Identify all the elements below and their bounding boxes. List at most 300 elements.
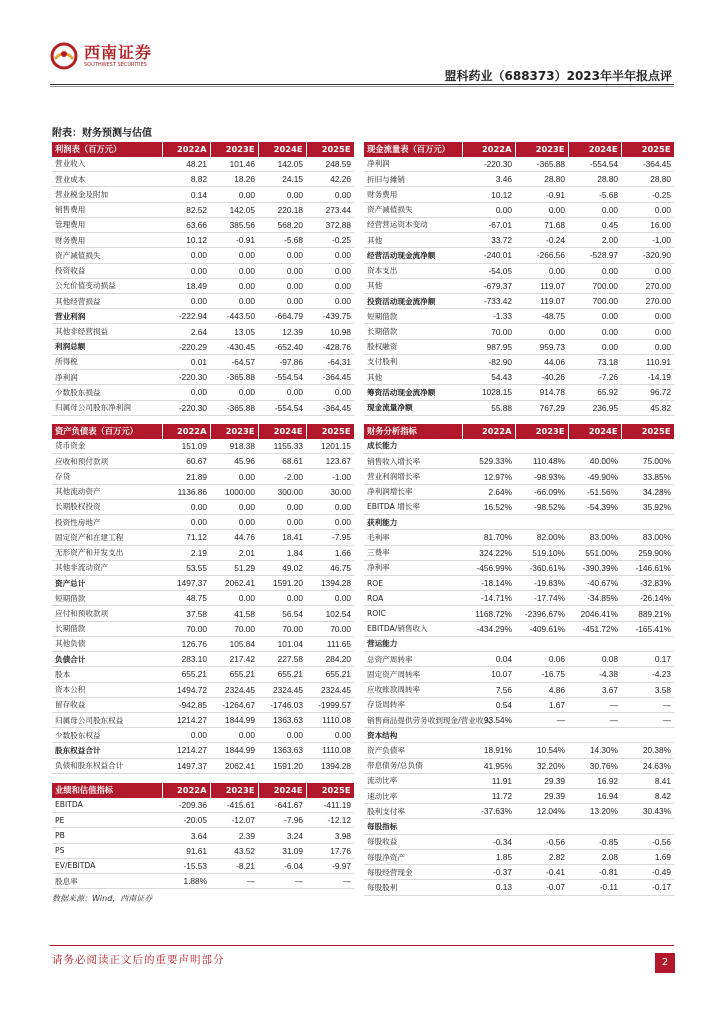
value-cell: 2.82	[515, 849, 568, 864]
table-header-row	[364, 424, 674, 439]
value-cell: 73.18	[568, 354, 621, 369]
table-row	[52, 515, 354, 530]
row-label: 销售商品提供劳务收到现金/营业收入	[364, 712, 462, 727]
value-cell: -365.88	[210, 370, 258, 385]
value-cell: 82.00%	[515, 530, 568, 545]
value-cell: 372.88	[306, 217, 354, 232]
data-source-note: 数据来源：Wind，西南证券	[52, 894, 153, 903]
value-cell: -0.91	[210, 233, 258, 248]
table-row	[52, 439, 354, 454]
row-label: 净利率	[364, 560, 462, 575]
table-row	[364, 484, 674, 499]
table-header-row	[52, 424, 354, 439]
value-cell	[462, 636, 515, 651]
table-row	[52, 248, 354, 263]
report-title: 盟科药业（688373）2023年半年报点评	[444, 69, 672, 83]
value-cell: -528.97	[568, 248, 621, 263]
row-label: 现金流量净额	[364, 400, 462, 415]
value-cell: -390.39%	[568, 560, 621, 575]
value-cell: 119.07	[515, 278, 568, 293]
table-row	[364, 819, 674, 834]
row-label: 资本结构	[364, 728, 462, 743]
value-cell: —	[568, 697, 621, 712]
value-cell: 519.10%	[515, 545, 568, 560]
row-label: 营业成本	[52, 172, 162, 187]
value-cell: -34.85%	[568, 591, 621, 606]
value-cell: -664.79	[258, 309, 306, 324]
value-cell	[462, 439, 515, 454]
year-header: 2024E	[258, 142, 306, 157]
value-cell: 16.52%	[462, 499, 515, 514]
table-row	[52, 591, 354, 606]
value-cell: 0.00	[258, 293, 306, 308]
table-row	[364, 324, 674, 339]
row-label: 财务费用	[52, 233, 162, 248]
table-row	[52, 652, 354, 667]
value-cell: 60.67	[162, 454, 210, 469]
table-row	[52, 400, 354, 415]
table-row	[364, 400, 674, 415]
value-cell: -6.04	[258, 858, 306, 873]
table-row	[364, 591, 674, 606]
value-cell: -12.12	[306, 813, 354, 828]
value-cell: 0.00	[210, 469, 258, 484]
page-number: 2	[655, 953, 675, 973]
value-cell: 10.07	[462, 667, 515, 682]
value-cell	[568, 515, 621, 530]
row-label: 毛利率	[364, 530, 462, 545]
value-cell	[515, 819, 568, 834]
value-cell: 8.41	[621, 773, 674, 788]
value-cell: -26.14%	[621, 591, 674, 606]
valuation-metrics-table	[52, 783, 355, 889]
value-cell: -554.54	[258, 370, 306, 385]
value-cell: 918.38	[210, 439, 258, 454]
value-cell: 284.20	[306, 652, 354, 667]
row-label: 销售收入增长率	[364, 454, 462, 469]
row-label: 归属母公司股东净利润	[52, 400, 162, 415]
value-cell: -0.25	[306, 233, 354, 248]
row-label: 股利支付率	[364, 804, 462, 819]
value-cell: 0.00	[568, 324, 621, 339]
year-header: 2025E	[306, 783, 354, 798]
value-cell: 0.00	[210, 385, 258, 400]
value-cell: -0.56	[621, 834, 674, 849]
table-row	[364, 606, 674, 621]
row-label: PB	[52, 828, 162, 843]
logo-chinese-name: 西南证券	[84, 42, 153, 62]
value-cell: -652.40	[258, 339, 306, 354]
row-label: 营业利润增长率	[364, 469, 462, 484]
value-cell: -1999.57	[306, 697, 354, 712]
value-cell: -733.42	[462, 293, 515, 308]
row-label: 资产总计	[52, 575, 162, 590]
value-cell: -82.90	[462, 354, 515, 369]
row-label: 管理费用	[52, 217, 162, 232]
row-label: 折旧与摊销	[364, 172, 462, 187]
value-cell: -364.45	[306, 370, 354, 385]
value-cell: 13.05	[210, 324, 258, 339]
value-cell: 1394.28	[306, 758, 354, 773]
row-label: 固定资产和在建工程	[52, 530, 162, 545]
table-title: 业绩和估值指标	[52, 783, 162, 798]
value-cell: 68.61	[258, 454, 306, 469]
value-cell: 1028.15	[462, 385, 515, 400]
value-cell: 2046.41%	[568, 606, 621, 621]
value-cell: 0.00	[306, 728, 354, 743]
row-label: 长期股权投资	[52, 499, 162, 514]
row-label: 投资收益	[52, 263, 162, 278]
value-cell: 142.05	[210, 202, 258, 217]
value-cell: 2.00	[568, 233, 621, 248]
value-cell: 0.00	[258, 499, 306, 514]
table-row	[364, 499, 674, 514]
row-label: 资产减值损失	[364, 202, 462, 217]
value-cell: 1363.63	[258, 743, 306, 758]
value-cell: 0.00	[306, 591, 354, 606]
value-cell	[462, 819, 515, 834]
value-cell: 217.42	[210, 652, 258, 667]
value-cell: 0.00	[515, 324, 568, 339]
value-cell: 385.56	[210, 217, 258, 232]
year-header: 2023E	[515, 424, 568, 439]
value-cell: 123.67	[306, 454, 354, 469]
value-cell: -554.54	[258, 400, 306, 415]
row-label: 三费率	[364, 545, 462, 560]
value-cell: 83.00%	[568, 530, 621, 545]
value-cell: 44.76	[210, 530, 258, 545]
value-cell: 0.00	[162, 515, 210, 530]
value-cell: -220.29	[162, 339, 210, 354]
table-row	[52, 454, 354, 469]
value-cell: -1.00	[621, 233, 674, 248]
value-cell: 13.20%	[568, 804, 621, 819]
value-cell: 0.13	[462, 880, 515, 895]
value-cell: 43.52	[210, 843, 258, 858]
income-statement-table	[52, 142, 355, 416]
value-cell: 0.00	[210, 728, 258, 743]
value-cell: 33.85%	[621, 469, 674, 484]
value-cell: 0.00	[162, 499, 210, 514]
value-cell: —	[621, 697, 674, 712]
value-cell: 2.19	[162, 545, 210, 560]
value-cell: 2.64	[162, 324, 210, 339]
value-cell: -4.38	[568, 667, 621, 682]
value-cell: -0.81	[568, 865, 621, 880]
table-row	[364, 293, 674, 308]
row-label: 经营营运资本变动	[364, 217, 462, 232]
value-cell: 24.15	[258, 172, 306, 187]
table-row	[364, 278, 674, 293]
table-row	[364, 530, 674, 545]
table-row	[364, 439, 674, 454]
value-cell: 0.14	[162, 187, 210, 202]
value-cell: 227.58	[258, 652, 306, 667]
value-cell: 21.89	[162, 469, 210, 484]
row-label: 股权融资	[364, 339, 462, 354]
table-row	[364, 233, 674, 248]
value-cell: 34.28%	[621, 484, 674, 499]
value-cell: -0.07	[515, 880, 568, 895]
value-cell: 568.20	[258, 217, 306, 232]
row-label: ROA	[364, 591, 462, 606]
value-cell: 1844.99	[210, 712, 258, 727]
value-cell	[462, 515, 515, 530]
value-cell	[462, 728, 515, 743]
value-cell: 259.90%	[621, 545, 674, 560]
company-logo	[50, 42, 152, 70]
row-label: 少数股东权益	[52, 728, 162, 743]
value-cell: 1497.37	[162, 575, 210, 590]
row-label: 长期借款	[52, 621, 162, 636]
value-cell: 142.05	[258, 157, 306, 172]
value-cell: 1394.28	[306, 575, 354, 590]
table-row	[364, 789, 674, 804]
table-row	[52, 187, 354, 202]
value-cell: -430.45	[210, 339, 258, 354]
table-row	[52, 354, 354, 369]
value-cell: -415.61	[210, 798, 258, 813]
value-cell: 1168.72%	[462, 606, 515, 621]
value-cell: 41.95%	[462, 758, 515, 773]
logo-english-name: SOUTHWEST SECURITIES	[84, 61, 147, 68]
row-label: PS	[52, 843, 162, 858]
table-row	[52, 697, 354, 712]
value-cell: 1214.27	[162, 712, 210, 727]
value-cell: 0.00	[210, 293, 258, 308]
section-title: 附表：财务预测与估值	[52, 128, 152, 139]
row-label: 筹资活动现金流净额	[364, 385, 462, 400]
table-row	[364, 248, 674, 263]
value-cell: 54.43	[462, 370, 515, 385]
value-cell: 18.91%	[462, 743, 515, 758]
value-cell	[568, 439, 621, 454]
row-label: 财务费用	[364, 187, 462, 202]
year-header: 2024E	[568, 424, 621, 439]
value-cell: 30.00	[306, 484, 354, 499]
row-label: 资产负债率	[364, 743, 462, 758]
table-row	[52, 385, 354, 400]
value-cell: 32.20%	[515, 758, 568, 773]
table-row	[52, 728, 354, 743]
value-cell: -364.45	[306, 400, 354, 415]
value-cell: -266.56	[515, 248, 568, 263]
value-cell: 1.66	[306, 545, 354, 560]
table-row	[52, 843, 354, 858]
value-cell: —	[258, 874, 306, 889]
value-cell: 0.00	[621, 202, 674, 217]
value-cell: 655.21	[306, 667, 354, 682]
value-cell: 2.08	[568, 849, 621, 864]
value-cell: 53.55	[162, 560, 210, 575]
value-cell: 102.54	[306, 606, 354, 621]
row-label: 股本	[52, 667, 162, 682]
value-cell: 3.46	[462, 172, 515, 187]
table-row	[52, 339, 354, 354]
value-cell: 0.00	[306, 187, 354, 202]
value-cell: 16.00	[621, 217, 674, 232]
value-cell: -146.61%	[621, 560, 674, 575]
value-cell: -9.97	[306, 858, 354, 873]
footer-divider	[50, 945, 674, 946]
value-cell: -240.01	[462, 248, 515, 263]
value-cell: -0.37	[462, 865, 515, 880]
value-cell: 987.95	[462, 339, 515, 354]
value-cell: 2062.41	[210, 575, 258, 590]
value-cell: 8.42	[621, 789, 674, 804]
value-cell: 0.00	[258, 187, 306, 202]
value-cell: 0.00	[162, 293, 210, 308]
value-cell: 10.54%	[515, 743, 568, 758]
row-label: 负债合计	[52, 652, 162, 667]
value-cell: 0.45	[568, 217, 621, 232]
value-cell: 0.00	[306, 278, 354, 293]
value-cell: -439.75	[306, 309, 354, 324]
value-cell: -64.31	[306, 354, 354, 369]
value-cell: 0.00	[210, 187, 258, 202]
value-cell: 49.02	[258, 560, 306, 575]
value-cell: —	[306, 874, 354, 889]
value-cell: 48.21	[162, 157, 210, 172]
value-cell: 0.00	[162, 728, 210, 743]
value-cell: 42.26	[306, 172, 354, 187]
value-cell: 655.21	[258, 667, 306, 682]
value-cell: 1844.99	[210, 743, 258, 758]
value-cell: 81.70%	[462, 530, 515, 545]
value-cell: 75.00%	[621, 454, 674, 469]
value-cell: -48.75	[515, 309, 568, 324]
value-cell: 126.76	[162, 636, 210, 651]
value-cell: 0.00	[210, 263, 258, 278]
value-cell: 63.66	[162, 217, 210, 232]
value-cell: -5.68	[568, 187, 621, 202]
value-cell: 655.21	[210, 667, 258, 682]
value-cell: 0.00	[568, 309, 621, 324]
value-cell: 1201.15	[306, 439, 354, 454]
row-label: 销售费用	[52, 202, 162, 217]
table-row	[364, 385, 674, 400]
value-cell: 0.00	[515, 263, 568, 278]
value-cell: 65.92	[568, 385, 621, 400]
value-cell: 1110.08	[306, 743, 354, 758]
row-label: 资本公积	[52, 682, 162, 697]
value-cell: 0.08	[568, 652, 621, 667]
balance-sheet-table	[52, 424, 355, 774]
value-cell: 0.00	[568, 263, 621, 278]
value-cell: 29.39	[515, 789, 568, 804]
value-cell: -37.63%	[462, 804, 515, 819]
table-row	[364, 773, 674, 788]
row-label: 所得税	[52, 354, 162, 369]
value-cell: 16.94	[568, 789, 621, 804]
table-row	[52, 530, 354, 545]
row-label: 净利润	[364, 157, 462, 172]
value-cell: 0.00	[210, 248, 258, 263]
value-cell: 1.69	[621, 849, 674, 864]
value-cell: -54.39%	[568, 499, 621, 514]
value-cell: -19.83%	[515, 575, 568, 590]
value-cell	[515, 439, 568, 454]
year-header: 2024E	[258, 424, 306, 439]
table-row	[52, 263, 354, 278]
row-label: 速动比率	[364, 789, 462, 804]
value-cell: 35.92%	[621, 499, 674, 514]
value-cell: 0.00	[568, 339, 621, 354]
value-cell	[515, 515, 568, 530]
cashflow-statement-table	[364, 142, 675, 416]
value-cell: 37.58	[162, 606, 210, 621]
value-cell: 248.59	[306, 157, 354, 172]
value-cell	[515, 728, 568, 743]
value-cell: -0.91	[515, 187, 568, 202]
value-cell: 0.00	[306, 263, 354, 278]
table-row	[52, 575, 354, 590]
year-header: 2023E	[210, 783, 258, 798]
table-row	[52, 606, 354, 621]
value-cell: 10.12	[462, 187, 515, 202]
table-row	[364, 712, 674, 727]
row-label: 每股收益	[364, 834, 462, 849]
value-cell: 24.63%	[621, 758, 674, 773]
value-cell: 767.29	[515, 400, 568, 415]
table-title: 利润表（百万元）	[52, 142, 162, 157]
value-cell: 0.00	[621, 309, 674, 324]
value-cell: -451.72%	[568, 621, 621, 636]
table-row	[52, 172, 354, 187]
table-row	[364, 545, 674, 560]
value-cell: 0.00	[258, 591, 306, 606]
value-cell: 51.29	[210, 560, 258, 575]
value-cell: -67.01	[462, 217, 515, 232]
value-cell: 220.18	[258, 202, 306, 217]
value-cell: 0.00	[210, 515, 258, 530]
value-cell: -0.24	[515, 233, 568, 248]
value-cell: 0.00	[306, 515, 354, 530]
table-row	[364, 575, 674, 590]
value-cell: -97.86	[258, 354, 306, 369]
value-cell	[568, 728, 621, 743]
value-cell: 0.00	[258, 278, 306, 293]
row-label: 应付和预收款项	[52, 606, 162, 621]
value-cell: 0.00	[306, 248, 354, 263]
row-label: 其他经营损益	[52, 293, 162, 308]
row-label: 固定资产周转率	[364, 667, 462, 682]
value-cell: -220.30	[462, 157, 515, 172]
value-cell: 96.72	[621, 385, 674, 400]
value-cell	[568, 636, 621, 651]
table-row	[52, 309, 354, 324]
table-header-row	[52, 142, 354, 157]
value-cell: -554.54	[568, 157, 621, 172]
value-cell: 0.00	[258, 385, 306, 400]
value-cell: 18.26	[210, 172, 258, 187]
row-label: 无形资产和开发支出	[52, 545, 162, 560]
value-cell: 70.00	[210, 621, 258, 636]
value-cell: 16.92	[568, 773, 621, 788]
table-row	[364, 172, 674, 187]
value-cell: 0.00	[515, 202, 568, 217]
value-cell: -0.25	[621, 187, 674, 202]
row-label: PE	[52, 813, 162, 828]
table-row	[364, 217, 674, 232]
row-label: 存货周转率	[364, 697, 462, 712]
table-row	[52, 370, 354, 385]
value-cell: 3.24	[258, 828, 306, 843]
table-row	[364, 515, 674, 530]
value-cell: 1591.20	[258, 575, 306, 590]
table-row	[52, 813, 354, 828]
table-row	[52, 667, 354, 682]
